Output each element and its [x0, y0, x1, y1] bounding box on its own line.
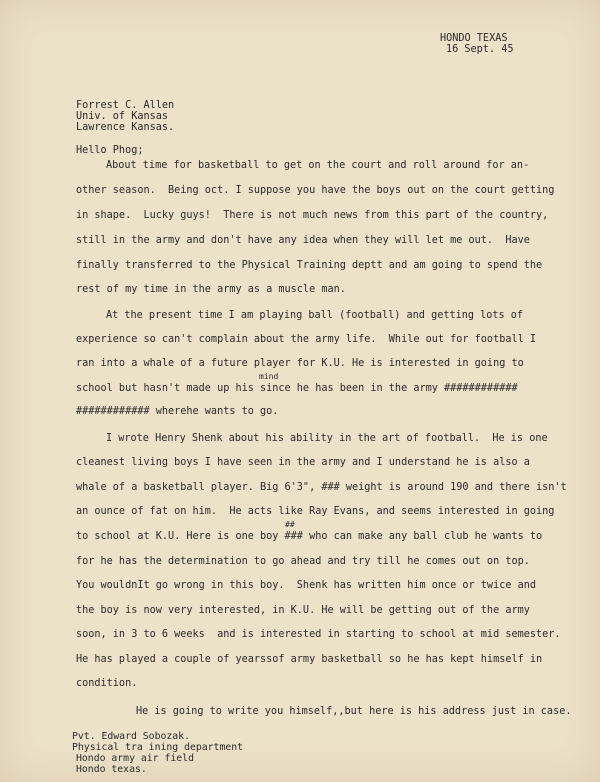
body-line: rest of my time in the army as a muscle man. — [76, 284, 346, 295]
body-line: in shape. Lucky guys! There is not much news from this part of the country, — [76, 210, 549, 221]
inserted-hash: ## — [285, 520, 295, 529]
salutation: Hello Phog; — [76, 145, 144, 156]
body-line: the boy is now very interested, in K.U. He will be getting out of the army — [76, 605, 530, 616]
body-line: He is going to write you himself,,but here is his address just in case. — [136, 706, 572, 717]
body-line: school but hasn't made up his since he has been in the army ############ — [76, 383, 518, 394]
body-line: About time for basketball to get on the court and roll around for an- — [106, 160, 530, 171]
signature-field: Hondo army air field — [76, 753, 194, 764]
signature-department: Physical tra ining department — [72, 742, 244, 753]
recipient-city: Lawrence Kansas. — [76, 122, 175, 133]
body-line: You wouldnIt go wrong in this boy. Shenk has written him once or twice and — [76, 580, 537, 591]
signature-city: Hondo texas. — [76, 764, 147, 775]
body-line: condition. — [76, 678, 138, 689]
inserted-word-mind: mind — [259, 372, 279, 381]
body-line: still in the army and don't have any idea when they will let me out. Have — [76, 235, 530, 246]
body-line: cleanest living boys I have seen in the army and I understand he is also a — [76, 457, 530, 468]
body-line: for he has the determination to go ahead and try till he comes out on top. — [76, 556, 530, 567]
body-line: He has played a couple of yearssof army basketball so he has kept himself in — [76, 654, 543, 665]
header-place: HONDO TEXAS — [440, 33, 508, 44]
signature-name: Pvt. Edward Sobozak. — [72, 731, 190, 742]
body-line: ############ wherehe wants to go. — [76, 406, 279, 417]
body-line: whale of a basketball player. Big 6'3", ### weight is around 190 and there isn't — [76, 482, 567, 493]
body-line: an ounce of fat on him. He acts like Ray Evans, and seems interested in going — [76, 506, 555, 517]
body-line: I wrote Henry Shenk about his ability in the art of football. He is one — [106, 433, 548, 444]
body-line: finally transferred to the Physical Training deptt and am going to spend the — [76, 260, 543, 271]
body-line: At the present time I am playing ball (football) and getting lots of — [106, 310, 524, 321]
body-line: ran into a whale of a future player for K.U. He is interested in going to — [76, 358, 524, 369]
body-line: other season. Being oct. I suppose you have the boys out on the court getting — [76, 185, 555, 196]
recipient-university: Univ. of Kansas — [76, 111, 169, 122]
body-line: to school at K.U. Here is one boy ### who can make any ball club he wants to — [76, 531, 543, 542]
body-line: experience so can't complain about the army life. While out for football I — [76, 334, 537, 345]
recipient-name: Forrest C. Allen — [76, 100, 175, 111]
header-date: 16 Sept. 45 — [446, 44, 514, 55]
body-line: soon, in 3 to 6 weeks and is interested in starting to school at mid semester. — [76, 629, 561, 640]
